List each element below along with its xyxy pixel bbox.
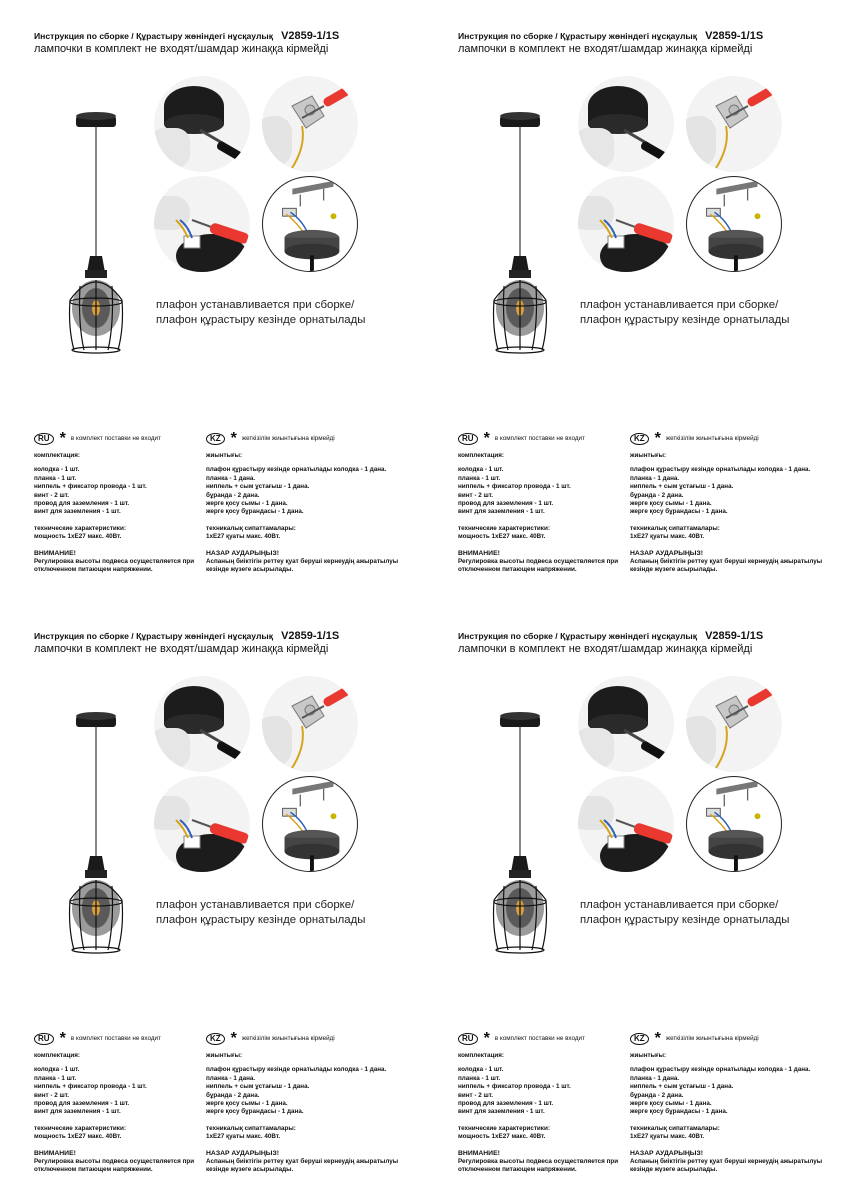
kz-badge: KZ bbox=[206, 1033, 225, 1045]
list-item: ниппель + фиксатор провода - 1 шт. bbox=[34, 1083, 147, 1091]
asterisk-icon: * bbox=[230, 430, 237, 447]
list-item: провод для заземления - 1 шт. bbox=[458, 500, 554, 508]
list-item: жерге қосу сымы - 1 дана. bbox=[206, 1100, 288, 1108]
ru-warning-header: ВНИМАНИЕ! bbox=[34, 549, 76, 557]
ru-spec-header: технические характеристики: bbox=[34, 524, 126, 532]
kz-spec: 1хE27 қуаты макс. 40Вт. bbox=[630, 1133, 705, 1141]
list-item: жерге қосу сымы - 1 дана. bbox=[206, 500, 288, 508]
list-item: планка - 1 дана. bbox=[630, 474, 680, 482]
list-item: плафон құрастыру кезінде орнатылады колодка - 1 дана. bbox=[206, 1066, 387, 1074]
list-item: жерге қосу бұрандасы - 1 дана. bbox=[206, 508, 304, 516]
screwdriver-canopy-photo bbox=[154, 76, 250, 172]
kz-warning-header: НАЗАР АУДАРЫҢЫЗ! bbox=[630, 549, 703, 557]
kz-kit-list bbox=[206, 466, 420, 516]
ru-badge: RU bbox=[34, 1033, 54, 1045]
kz-warning-header: НАЗАР АУДАРЫҢЫЗ! bbox=[630, 1149, 703, 1157]
list-item: жерге қосу сымы - 1 дана. bbox=[630, 500, 712, 508]
list-item: винт - 2 шт. bbox=[34, 1091, 70, 1099]
bulbs-not-included-text: лампочки в комплект не входят/шамдар жинаққа кірмейді bbox=[458, 643, 753, 655]
model-number: V2859-1/1S bbox=[705, 30, 764, 42]
list-item: ниппель + сым ұстағыш - 1 дана. bbox=[206, 1083, 310, 1091]
assembly-diagram bbox=[686, 776, 782, 872]
ru-language-row bbox=[458, 1032, 658, 1046]
kz-warning-text: Аспаның биіктігін реттеу қуат беруші кернеудің ажыратылуы кезінде жүзеге асырылады. bbox=[206, 1158, 399, 1174]
pendant-lamp-illustration bbox=[62, 704, 142, 962]
assembly-diagram bbox=[262, 176, 358, 272]
list-item: провод для заземления - 1 шт. bbox=[458, 1100, 554, 1108]
kazakh-section bbox=[206, 1032, 420, 1175]
title-text: Инструкция по сборке / Құрастыру жөніндегі нұсқаулық bbox=[34, 31, 274, 41]
ru-kit-header: комплектация: bbox=[458, 452, 504, 459]
asterisk-icon: * bbox=[59, 1030, 66, 1047]
bulbs-not-included-text: лампочки в комплект не входят/шамдар жинаққа кірмейді bbox=[458, 43, 753, 55]
asterisk-icon: * bbox=[483, 1030, 490, 1047]
list-item: колодка - 1 шт. bbox=[34, 1066, 80, 1074]
kz-language-row bbox=[630, 1032, 844, 1046]
kz-language-row bbox=[206, 1032, 420, 1046]
ru-not-included: в комплект поставки не входит bbox=[494, 1034, 585, 1042]
kz-kit-header: жиынтығы: bbox=[630, 1052, 667, 1059]
kz-badge: KZ bbox=[630, 1033, 649, 1045]
kz-kit-list bbox=[630, 1066, 844, 1116]
list-item: планка - 1 дана. bbox=[206, 1074, 256, 1082]
list-item: жерге қосу бұрандасы - 1 дана. bbox=[630, 1108, 728, 1116]
asterisk-icon: * bbox=[654, 1030, 661, 1047]
model-number: V2859-1/1S bbox=[281, 30, 340, 42]
instruction-panel-top-left bbox=[0, 0, 424, 600]
ru-kit-list bbox=[34, 466, 234, 516]
pendant-lamp-illustration bbox=[486, 104, 566, 362]
kz-not-included: жеткізілім жиынтығына кірмейді bbox=[665, 434, 759, 442]
shade-installation-note bbox=[580, 898, 789, 928]
ru-warning-text: Регулировка высоты подвеса осуществляется при отключенном питающем напряжении. bbox=[458, 558, 619, 574]
kz-spec: 1хE27 қуаты макс. 40Вт. bbox=[206, 533, 281, 541]
ru-badge: RU bbox=[458, 433, 478, 445]
instruction-title bbox=[458, 630, 763, 642]
list-item: провод для заземления - 1 шт. bbox=[34, 500, 130, 508]
russian-section bbox=[458, 1032, 658, 1175]
pendant-lamp-illustration bbox=[62, 104, 142, 362]
kazakh-section bbox=[630, 432, 844, 575]
asterisk-icon: * bbox=[483, 430, 490, 447]
kz-warning-header: НАЗАР АУДАРЫҢЫЗ! bbox=[206, 1149, 279, 1157]
list-item: планка - 1 шт. bbox=[458, 474, 501, 482]
list-item: ниппель + сым ұстағыш - 1 дана. bbox=[206, 483, 310, 491]
list-item: колодка - 1 шт. bbox=[458, 466, 504, 474]
ru-language-row bbox=[458, 432, 658, 446]
kz-spec: 1хE27 қуаты макс. 40Вт. bbox=[630, 533, 705, 541]
shade-installation-note bbox=[156, 298, 365, 328]
list-item: ниппель + сым ұстағыш - 1 дана. bbox=[630, 483, 734, 491]
shade-installation-note bbox=[580, 298, 789, 328]
kazakh-section bbox=[630, 1032, 844, 1175]
ru-spec-header: технические характеристики: bbox=[458, 1124, 550, 1132]
ru-badge: RU bbox=[458, 1033, 478, 1045]
terminal-block-photo bbox=[154, 176, 250, 272]
note-line-1: плафон устанавливается при сборке/ bbox=[580, 299, 779, 311]
bulbs-not-included-text: лампочки в комплект не входят/шамдар жинаққа кірмейді bbox=[34, 643, 329, 655]
kz-kit-list bbox=[206, 1066, 420, 1116]
kz-warning-text: Аспаның биіктігін реттеу қуат беруші кернеудің ажыратылуы кезінде жүзеге асырылады. bbox=[630, 558, 823, 574]
list-item: планка - 1 шт. bbox=[34, 474, 77, 482]
kz-kit-header: жиынтығы: bbox=[206, 452, 243, 459]
ru-not-included: в комплект поставки не входит bbox=[70, 434, 161, 442]
list-item: плафон құрастыру кезінде орнатылады колодка - 1 дана. bbox=[630, 1066, 811, 1074]
list-item: бұранда - 2 дана. bbox=[206, 491, 260, 499]
list-item: бұранда - 2 дана. bbox=[630, 491, 684, 499]
note-line-2: плафон құрастыру кезінде орнатылады bbox=[580, 314, 790, 326]
ru-warning-header: ВНИМАНИЕ! bbox=[458, 1149, 500, 1157]
kz-warning-text: Аспаның биіктігін реттеу қуат беруші кернеудің ажыратылуы кезінде жүзеге асырылады. bbox=[630, 1158, 823, 1174]
kz-warning-text: Аспаның биіктігін реттеу қуат беруші кернеудің ажыратылуы кезінде жүзеге асырылады. bbox=[206, 558, 399, 574]
note-line-2: плафон құрастыру кезінде орнатылады bbox=[156, 314, 366, 326]
list-item: жерге қосу бұрандасы - 1 дана. bbox=[206, 1108, 304, 1116]
ru-kit-list bbox=[458, 466, 658, 516]
russian-section bbox=[34, 1032, 234, 1175]
list-item: ниппель + фиксатор провода - 1 шт. bbox=[458, 483, 571, 491]
title-text: Инструкция по сборке / Құрастыру жөніндегі нұсқаулық bbox=[34, 631, 274, 641]
ru-language-row bbox=[34, 432, 234, 446]
list-item: винт - 2 шт. bbox=[458, 1091, 494, 1099]
kz-spec-header: техникалық сипаттамалары: bbox=[206, 524, 296, 532]
title-text: Инструкция по сборке / Құрастыру жөніндегі нұсқаулық bbox=[458, 31, 698, 41]
ru-warning-text: Регулировка высоты подвеса осуществляется при отключенном питающем напряжении. bbox=[458, 1158, 619, 1174]
list-item: жерге қосу сымы - 1 дана. bbox=[630, 1100, 712, 1108]
ru-warning-text: Регулировка высоты подвеса осуществляется при отключенном питающем напряжении. bbox=[34, 1158, 195, 1174]
list-item: винт для заземления - 1 шт. bbox=[458, 1108, 545, 1116]
bracket-wiring-photo bbox=[262, 676, 358, 772]
asterisk-icon: * bbox=[230, 1030, 237, 1047]
list-item: винт для заземления - 1 шт. bbox=[34, 508, 121, 516]
list-item: провод для заземления - 1 шт. bbox=[34, 1100, 130, 1108]
instruction-panel-bottom-left bbox=[0, 600, 424, 1200]
instruction-title bbox=[34, 30, 339, 42]
ru-kit-header: комплектация: bbox=[34, 452, 80, 459]
asterisk-icon: * bbox=[654, 430, 661, 447]
list-item: колодка - 1 шт. bbox=[34, 466, 80, 474]
instruction-panel-bottom-right bbox=[424, 600, 848, 1200]
screwdriver-canopy-photo bbox=[578, 76, 674, 172]
bracket-wiring-photo bbox=[686, 76, 782, 172]
kz-spec-header: техникалық сипаттамалары: bbox=[630, 524, 720, 532]
note-line-1: плафон устанавливается при сборке/ bbox=[156, 299, 355, 311]
kz-kit-list bbox=[630, 466, 844, 516]
list-item: плафон құрастыру кезінде орнатылады колодка - 1 дана. bbox=[206, 466, 387, 474]
model-number: V2859-1/1S bbox=[705, 630, 764, 642]
note-line-1: плафон устанавливается при сборке/ bbox=[580, 899, 779, 911]
kz-spec: 1хE27 қуаты макс. 40Вт. bbox=[206, 1133, 281, 1141]
kazakh-section bbox=[206, 432, 420, 575]
pendant-lamp-illustration bbox=[486, 704, 566, 962]
ru-not-included: в комплект поставки не входит bbox=[494, 434, 585, 442]
list-item: планка - 1 дана. bbox=[630, 1074, 680, 1082]
ru-not-included: в комплект поставки не входит bbox=[70, 1034, 161, 1042]
ru-spec: мощность 1хE27 макс. 40Вт. bbox=[458, 533, 546, 541]
ru-spec: мощность 1хE27 макс. 40Вт. bbox=[34, 533, 122, 541]
ru-spec: мощность 1хE27 макс. 40Вт. bbox=[34, 1133, 122, 1141]
list-item: винт - 2 шт. bbox=[34, 491, 70, 499]
list-item: ниппель + сым ұстағыш - 1 дана. bbox=[630, 1083, 734, 1091]
list-item: винт - 2 шт. bbox=[458, 491, 494, 499]
list-item: ниппель + фиксатор провода - 1 шт. bbox=[458, 1083, 571, 1091]
assembly-diagram bbox=[686, 176, 782, 272]
kz-spec-header: техникалық сипаттамалары: bbox=[206, 1124, 296, 1132]
note-line-2: плафон құрастыру кезінде орнатылады bbox=[156, 914, 366, 926]
list-item: винт для заземления - 1 шт. bbox=[458, 508, 545, 516]
ru-kit-list bbox=[34, 1066, 234, 1116]
instruction-panel-top-right bbox=[424, 0, 848, 600]
ru-spec-header: технические характеристики: bbox=[34, 1124, 126, 1132]
ru-badge: RU bbox=[34, 433, 54, 445]
list-item: планка - 1 шт. bbox=[458, 1074, 501, 1082]
list-item: планка - 1 дана. bbox=[206, 474, 256, 482]
note-line-1: плафон устанавливается при сборке/ bbox=[156, 899, 355, 911]
russian-section bbox=[458, 432, 658, 575]
kz-kit-header: жиынтығы: bbox=[630, 452, 667, 459]
bracket-wiring-photo bbox=[262, 76, 358, 172]
ru-kit-list bbox=[458, 1066, 658, 1116]
terminal-block-photo bbox=[578, 776, 674, 872]
kz-not-included: жеткізілім жиынтығына кірмейді bbox=[241, 434, 335, 442]
instruction-title bbox=[34, 630, 339, 642]
model-number: V2859-1/1S bbox=[281, 630, 340, 642]
ru-spec: мощность 1хE27 макс. 40Вт. bbox=[458, 1133, 546, 1141]
kz-spec-header: техникалық сипаттамалары: bbox=[630, 1124, 720, 1132]
asterisk-icon: * bbox=[59, 430, 66, 447]
ru-kit-header: комплектация: bbox=[34, 1052, 80, 1059]
instruction-title bbox=[458, 30, 763, 42]
assembly-diagram bbox=[262, 776, 358, 872]
list-item: плафон құрастыру кезінде орнатылады колодка - 1 дана. bbox=[630, 466, 811, 474]
kz-kit-header: жиынтығы: bbox=[206, 1052, 243, 1059]
ru-spec-header: технические характеристики: bbox=[458, 524, 550, 532]
title-text: Инструкция по сборке / Құрастыру жөніндегі нұсқаулық bbox=[458, 631, 698, 641]
kz-not-included: жеткізілім жиынтығына кірмейді bbox=[241, 1034, 335, 1042]
ru-warning-text: Регулировка высоты подвеса осуществляется при отключенном питающем напряжении. bbox=[34, 558, 195, 574]
kz-not-included: жеткізілім жиынтығына кірмейді bbox=[665, 1034, 759, 1042]
terminal-block-photo bbox=[154, 776, 250, 872]
list-item: жерге қосу бұрандасы - 1 дана. bbox=[630, 508, 728, 516]
bulbs-not-included-text: лампочки в комплект не входят/шамдар жинаққа кірмейді bbox=[34, 43, 329, 55]
ru-warning-header: ВНИМАНИЕ! bbox=[34, 1149, 76, 1157]
list-item: колодка - 1 шт. bbox=[458, 1066, 504, 1074]
list-item: винт для заземления - 1 шт. bbox=[34, 1108, 121, 1116]
kz-badge: KZ bbox=[206, 433, 225, 445]
terminal-block-photo bbox=[578, 176, 674, 272]
shade-installation-note bbox=[156, 898, 365, 928]
russian-section bbox=[34, 432, 234, 575]
ru-kit-header: комплектация: bbox=[458, 1052, 504, 1059]
screwdriver-canopy-photo bbox=[154, 676, 250, 772]
list-item: планка - 1 шт. bbox=[34, 1074, 77, 1082]
note-line-2: плафон құрастыру кезінде орнатылады bbox=[580, 914, 790, 926]
kz-badge: KZ bbox=[630, 433, 649, 445]
list-item: бұранда - 2 дана. bbox=[206, 1091, 260, 1099]
kz-warning-header: НАЗАР АУДАРЫҢЫЗ! bbox=[206, 549, 279, 557]
list-item: ниппель + фиксатор провода - 1 шт. bbox=[34, 483, 147, 491]
bracket-wiring-photo bbox=[686, 676, 782, 772]
kz-language-row bbox=[206, 432, 420, 446]
list-item: бұранда - 2 дана. bbox=[630, 1091, 684, 1099]
kz-language-row bbox=[630, 432, 844, 446]
screwdriver-canopy-photo bbox=[578, 676, 674, 772]
ru-language-row bbox=[34, 1032, 234, 1046]
ru-warning-header: ВНИМАНИЕ! bbox=[458, 549, 500, 557]
